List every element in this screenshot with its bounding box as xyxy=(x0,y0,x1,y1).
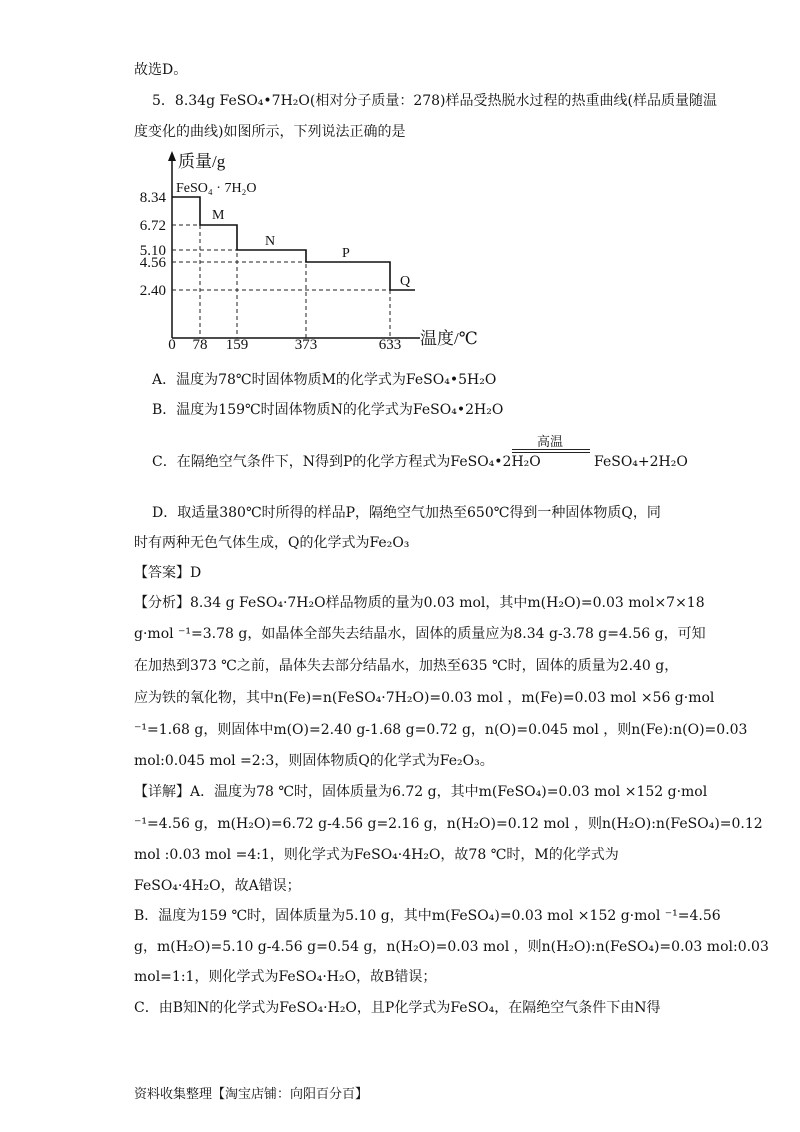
y-tick-label: 2.40 xyxy=(139,283,166,299)
y-tick-label: 8.34 xyxy=(139,190,166,206)
phase-label: Q xyxy=(400,274,411,289)
analysis-line: g·mol ⁻¹=3.78 g，如晶体全部失去结晶水，固体的质量应为8.34 g-3.78 g=4.56 g，可知 xyxy=(134,626,706,642)
option-b[interactable]: B．温度为159℃时固体物质N的化学式为FeSO₄•2H₂O xyxy=(152,402,504,418)
answer: 【答案】D xyxy=(134,565,202,581)
analysis-line: 应为铁的氧化物，其中n(Fe)=n(FeSO₄·7H₂O)=0.03 mol ，m(Fe)=0.03 mol ×56 g·mol xyxy=(134,690,715,706)
option-c[interactable]: C．在隔绝空气条件下，N得到P的化学方程式为FeSO₄•2H₂O xyxy=(152,454,541,470)
option-d-line-1[interactable]: D．取适量380℃时所得的样品P，隔绝空气加热至650℃得到一种固体物质Q，同 xyxy=(152,505,661,521)
phase-label: M xyxy=(212,208,225,223)
option-d-line-2: 时有两种无色气体生成，Q的化学式为Fe₂O₃ xyxy=(134,535,410,551)
x-tick-label: 159 xyxy=(225,337,249,353)
reaction-double-line-top xyxy=(512,449,590,450)
reaction-condition: 高温 xyxy=(537,435,564,450)
phase-label: P xyxy=(342,246,350,261)
y-axis-arrow xyxy=(168,151,176,161)
option-a[interactable]: A．温度为78℃时固体物质M的化学式为FeSO₄•5H₂O xyxy=(152,372,497,388)
question-line-2: 度变化的曲线)如图所示，下列说法正确的是 xyxy=(134,124,406,140)
analysis-line: ⁻¹=1.68 g，则固体中m(O)=2.40 g-1.68 g=0.72 g，n(O)=0.045 mol ，则n(Fe):n(O)=0.03 xyxy=(134,722,748,738)
detail-line: FeSO₄·4H₂O，故A错误； xyxy=(134,878,301,894)
x-tick-label: 633 xyxy=(378,337,402,353)
phase-label: N xyxy=(265,234,276,249)
reaction-products: FeSO₄+2H₂O xyxy=(594,454,688,470)
x-tick-label: 0 xyxy=(168,337,176,353)
footer: 资料收集整理【淘宝店铺：向阳百分百】 xyxy=(134,1087,369,1102)
mass-curve xyxy=(172,197,415,290)
detail-line: 【详解】A．温度为78 ℃时，固体质量为6.72 g，其中m(FeSO₄)=0.03 mol ×152 g·mol xyxy=(134,784,708,800)
question-line-1: 5．8.34g FeSO₄•7H₂O(相对分子质量：278)样品受热脱水过程的热重曲线(样品质量随温 xyxy=(152,93,717,109)
y-axis-label: 质量/g xyxy=(178,152,226,171)
y-tick-label: 5.10 xyxy=(139,243,166,259)
reaction-double-line-bottom xyxy=(512,452,590,453)
phase-label: FeSO₄ · 7H₂O xyxy=(176,181,257,196)
analysis-line: 在加热到373 ℃之前，晶体失去部分结晶水，加热至635 ℃时，固体的质量为2.40 g， xyxy=(134,658,679,674)
y-tick-label: 6.72 xyxy=(139,218,166,234)
detail-line: ⁻¹=4.56 g，m(H₂O)=6.72 g-4.56 g=2.16 g，n(H₂O)=0.12 mol ，则n(H₂O):n(FeSO₄)=0.12 xyxy=(134,816,763,832)
x-tick-label: 373 xyxy=(294,337,318,353)
detail-line: mol :0.03 mol =4:1，则化学式为FeSO₄·4H₂O，故78 ℃时，M的化学式为 xyxy=(134,847,619,863)
analysis-line: mol:0.045 mol =2:3，则固体物质Q的化学式为Fe₂O₃。 xyxy=(134,753,494,769)
tga-chart xyxy=(120,145,478,355)
detail-line: C．由B知N的化学式为FeSO₄·H₂O，且P化学式为FeSO₄，在隔绝空气条件下由N得 xyxy=(134,1000,661,1016)
intro-text: 故选D。 xyxy=(134,62,188,78)
detail-line: g，m(H₂O)=5.10 g-4.56 g=0.54 g，n(H₂O)=0.03 mol ，则n(H₂O):n(FeSO₄)=0.03 mol:0.03 xyxy=(134,939,769,955)
detail-line: B．温度为159 ℃时，固体质量为5.10 g，其中m(FeSO₄)=0.03 mol ×152 g·mol ⁻¹=4.56 xyxy=(134,908,721,924)
detail-line: mol=1:1，则化学式为FeSO₄·H₂O，故B错误； xyxy=(134,969,437,985)
x-tick-label: 78 xyxy=(192,337,208,353)
y-tick-label: 4.56 xyxy=(139,255,166,271)
x-axis-label: 温度/℃ xyxy=(420,329,478,348)
analysis-line: 【分析】8.34 g FeSO₄·7H₂O样品物质的量为0.03 mol，其中m(H₂O)=0.03 mol×7×18 xyxy=(134,595,705,611)
